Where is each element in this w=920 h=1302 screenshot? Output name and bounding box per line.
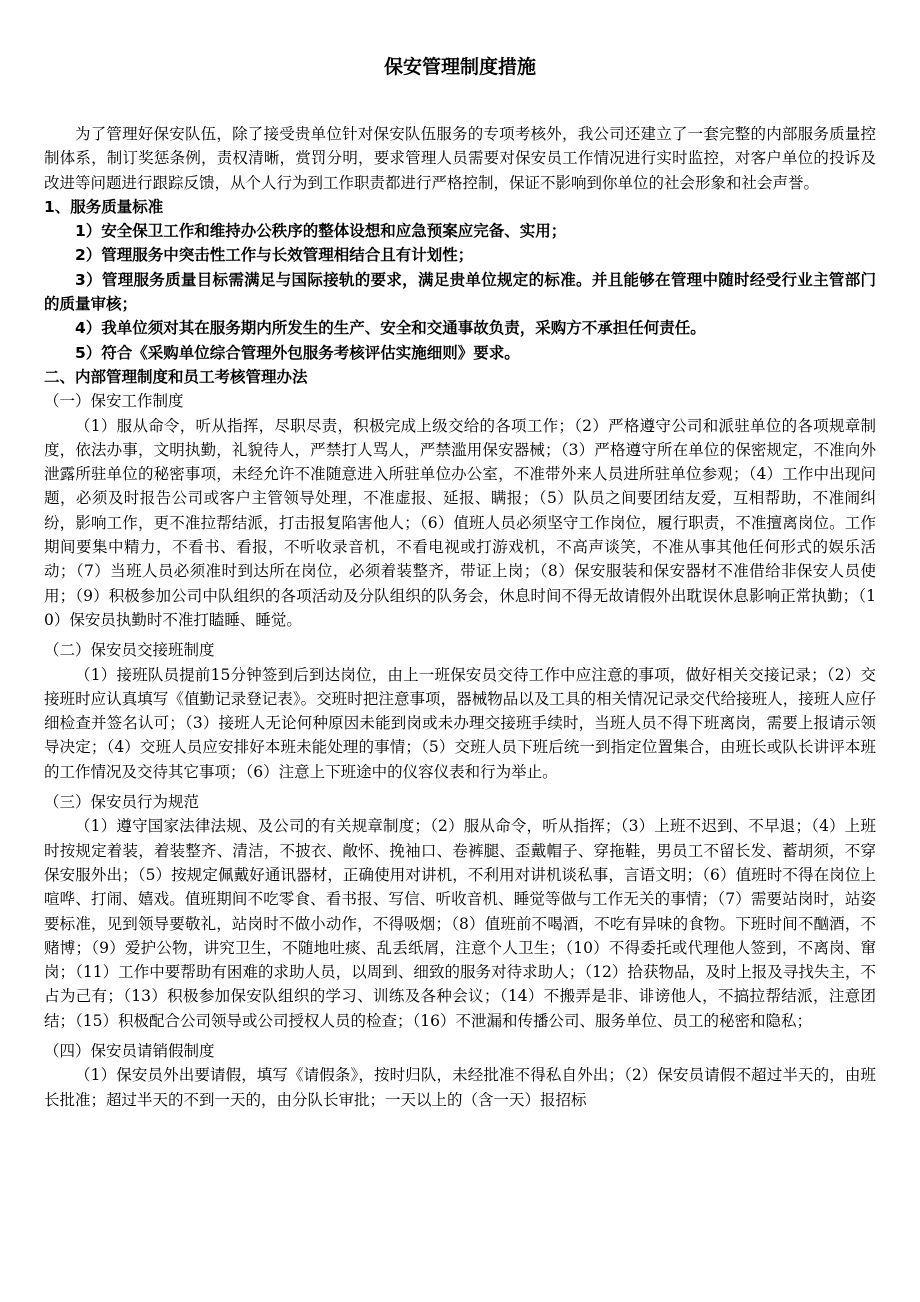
subsection-heading-shift-handover: （二）保安员交接班制度 [44, 641, 215, 660]
section-1-heading: 1、服务质量标准 [44, 197, 164, 216]
subsection-heading-leave: （四）保安员请销假制度 [44, 1041, 215, 1060]
quality-standard-item-3: 3）管理服务质量目标需满足与国际接轨的要求，满足贵单位规定的标准。并且能够在管理中随时经受行业主管部门的质量审核； [44, 270, 876, 314]
quality-standard-item-4: 4）我单位须对其在服务期内所发生的生产、安全和交通事故负责，采购方不承担任何责任。 [75, 319, 706, 338]
subsection-heading-conduct: （三）保安员行为规范 [44, 793, 200, 812]
quality-standard-item-2: 2）管理服务中突击性工作与长效管理相结合且有计划性； [75, 246, 474, 265]
subsection-body-leave: （1）保安员外出要请假，填写《请假条》，按时归队，未经批准不得私自外出；（2）保安员请假不超过半天的，由班长批准；超过半天的不到一天的，由分队长审批；一天以上的（含一天）报招标 [44, 1066, 876, 1109]
section-2-heading: 二、内部管理制度和员工考核管理办法 [44, 367, 308, 386]
subsection-body-conduct: （1）遵守国家法律法规、及公司的有关规章制度；（2）服从命令，听从指挥；（3）上班不迟到、不早退；（4）上班时按规定着装，着装整齐、清洁，不披衣、敞怀、挽袖口、卷裤腿、歪戴帽子、穿拖鞋，男员工不留长发、蓄胡须，不穿保安服外出；（5）按规定佩戴好通讯器材，正确使用对讲机，不利用对讲机谈私事，言语文明；（6）值班时不得在岗位上喧哗、打闹、嬉戏。值班期间不吃零食、看书报、写信、听收音机、睡觉等做与工作无关的事情；（7）需要站岗时，站姿要标准，见到领导要敬礼，站岗时不做小动作，不得吸烟；（8）值班前不喝酒，不吃有异味的食物。下班时间不酗酒，不赌博；（9）爱护公物，讲究卫生，不随地吐痰、乱丢纸屑，注意个人卫生；（10）不得委托或代理他人签到，不离岗、窜岗；（11）工作中要帮助有困难的求助人员，以周到、细致的服务对待求助人；（12）拾获物品，及时上报及寻找失主，不占为己有；（13）积极参加保安队组织的学习、训练及各种会议；（14）不搬弄是非、诽谤他人，不搞拉帮结派，注意团结；（15）积极配合公司领导或公司授权人员的检查；（16）不泄漏和传播公司、服务单位、员工的秘密和隐私； [44, 817, 876, 1030]
quality-standard-item-1: 1）安全保卫工作和维持办公秩序的整体设想和应急预案应完备、实用； [75, 222, 567, 241]
document-title: 保安管理制度措施 [383, 56, 536, 78]
subsection-body-work-rules: （1）服从命令，听从指挥，尽职尽责，积极完成上级交给的各项工作；（2）严格遵守公司和派驻单位的各项规章制度，依法办事，文明执勤，礼貌待人，严禁打人骂人，严禁滥用保安器械；（3）严格遵守所在单位的保密规定，不准向外泄露所驻单位的秘密事项，未经允许不准随意进入所驻单位办公室，不准带外来人员进所驻单位参观；（4）工作中出现问题，必须及时报告公司或客户主管领导处理，不准虚报、延报、瞒报；（5）队员之间要团结友爱，互相帮助，不准闹纠纷，影响工作，更不准拉帮结派，打击报复陷害他人；（6）值班人员必须坚守工作岗位，履行职责，不准擅离岗位。工作期间要集中精力，不看书、看报，不听收录音机，不看电视或打游戏机，不高声谈笑，不准从事其他任何形式的娱乐活动；（7）当班人员必须准时到达所在岗位，必须着装整齐，带证上岗；（8）保安服装和保安器材不准借给非保安人员使用；（9）积极参加公司中队组织的各项活动及分队组织的队务会，休息时间不得无故请假外出耽误休息影响正常执勤；（10）保安员执勤时不准打瞌睡、睡觉。 [44, 416, 876, 629]
subsection-body-shift-handover: （1）接班队员提前15分钟签到后到达岗位，由上一班保安员交待工作中应注意的事项，做好相关交接记录；（2）交接班时应认真填写《值勤记录登记表》。交班时把注意事项，器械物品以及工具的相关情况记录交代给接班人，接班人应仔细检查并签名认可；（3）接班人无论何种原因未能到岗或未办理交接班手续时，当班人员不得下班离岗，需要上报请示领导决定；（4）交班人员应安排好本班未能处理的事情；（5）交班人员下班后统一到指定位置集合，由班长或队长讲评本班的工作情况及交待其它事项；（6）注意上下班途中的仪容仪表和行为举止。 [44, 665, 876, 781]
intro-paragraph: 为了管理好保安队伍，除了接受贵单位针对保安队伍服务的专项考核外，我公司还建立了一套完整的内部服务质量控制体系，制订奖惩条例，责权清晰，赏罚分明，要求管理人员需要对保安员工作情况进行实时监控，对客户单位的投诉及改进等问题进行跟踪反馈，从个人行为到工作职责都进行严格控制，保证不影响到你单位的社会形象和社会声誉。 [44, 125, 876, 192]
subsection-heading-work-rules: （一）保安工作制度 [44, 392, 184, 411]
quality-standard-item-5: 5）符合《采购单位综合管理外包服务考核评估实施细则》要求。 [75, 343, 520, 362]
